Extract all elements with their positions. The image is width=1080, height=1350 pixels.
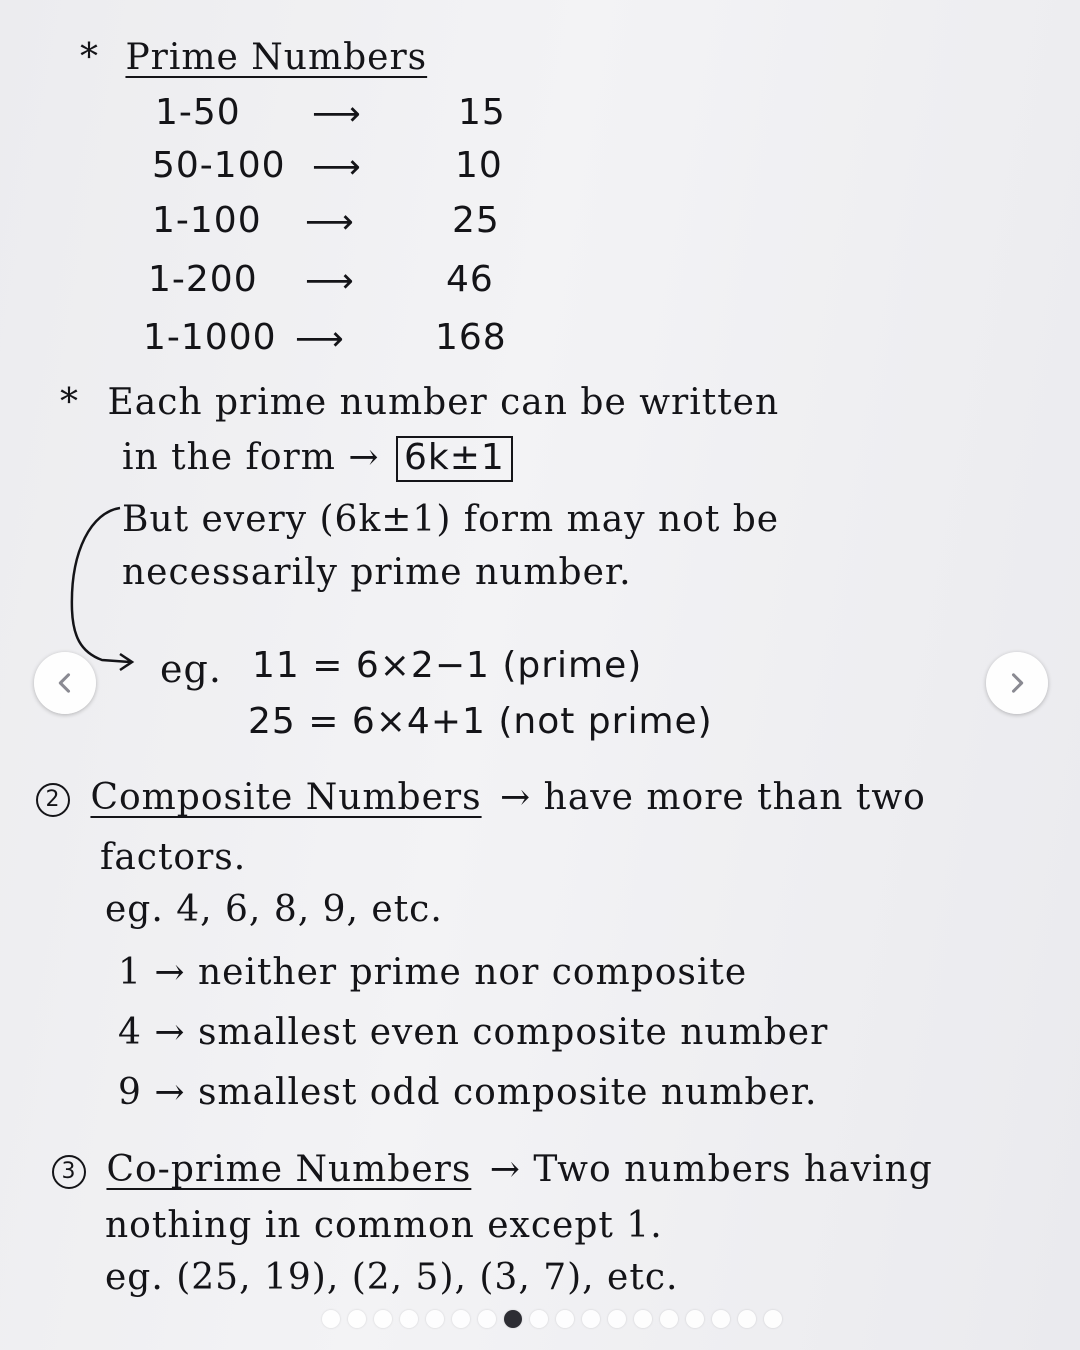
composite-fact: 1 → neither prime nor composite [118,952,748,993]
pagination-dot[interactable] [426,1310,444,1328]
prime-heading: Prime Numbers [125,37,428,78]
pagination-dot[interactable] [400,1310,418,1328]
range-cell: 1-1000 [143,317,277,358]
coprime-heading: Co-prime Numbers [106,1149,472,1190]
coprime-example: eg. (25, 19), (2, 5), (3, 7), etc. [105,1257,679,1298]
range-cell: 1-200 [148,259,258,300]
pagination-dot[interactable] [478,1310,496,1328]
composite-line2: factors. [100,837,247,878]
but-line1: But every (6k±1) form may not be [122,499,780,540]
count-cell: 168 [435,317,507,358]
count-cell: 10 [455,145,503,186]
pagination-dot[interactable] [764,1310,782,1328]
next-slide-button[interactable] [986,652,1048,714]
example-25: 25 = 6×4+1 (not prime) [248,701,713,742]
prime-heading-line [80,37,428,78]
pagination-dot[interactable] [582,1310,600,1328]
pagination-dot[interactable] [712,1310,730,1328]
count-cell: 46 [446,259,494,300]
pagination-dot[interactable] [608,1310,626,1328]
pagination-dot[interactable] [348,1310,366,1328]
example-label: eg. [160,647,222,691]
pagination-dot[interactable] [374,1310,392,1328]
composite-heading: Composite Numbers [90,777,482,818]
formula-box: 6k±1 [396,436,513,482]
carousel-pagination[interactable] [322,1310,782,1328]
note-marker: * [60,382,79,423]
count-cell: 15 [458,92,506,133]
pagination-dot[interactable] [738,1310,756,1328]
arrow-icon: ⟶ [312,147,361,187]
pagination-dot[interactable] [686,1310,704,1328]
pagination-dot[interactable] [660,1310,678,1328]
prev-slide-button[interactable] [34,652,96,714]
pagination-dot[interactable] [556,1310,574,1328]
chevron-right-icon [1003,669,1031,697]
count-cell: 25 [452,200,500,241]
composite-fact: 4 → smallest even composite number [118,1012,829,1053]
pagination-dot[interactable] [504,1310,522,1328]
arrow-icon: ⟶ [305,261,354,301]
pagination-dot[interactable] [634,1310,652,1328]
chevron-left-icon [51,669,79,697]
section-number-badge: 2 [36,783,70,817]
arrow-icon: ⟶ [312,94,361,134]
section-number-badge: 3 [52,1155,86,1189]
prime-note-line2: in the form → 6k±1 [122,436,513,482]
pagination-dot[interactable] [322,1310,340,1328]
pagination-dot[interactable] [452,1310,470,1328]
arrow-icon: ⟶ [305,202,354,242]
range-cell: 1-50 [155,92,241,133]
arrow-icon: ⟶ [295,319,344,359]
composite-heading-line: 2 Composite Numbers → have more than two [36,780,926,817]
heading-marker: * [80,37,99,78]
range-cell: 1-100 [152,200,262,241]
composite-example: eg. 4, 6, 8, 9, etc. [105,889,443,930]
composite-fact: 9 → smallest odd composite number. [118,1072,818,1113]
coprime-line2: nothing in common except 1. [105,1205,663,1246]
pagination-dot[interactable] [530,1310,548,1328]
prime-note-line1: * Each prime number can be written [60,382,780,423]
coprime-heading-line: 3 Co-prime Numbers → Two numbers having [52,1152,933,1189]
range-cell: 50-100 [152,145,286,186]
but-line2: necessarily prime number. [122,552,632,593]
example-11: 11 = 6×2−1 (prime) [252,645,643,686]
